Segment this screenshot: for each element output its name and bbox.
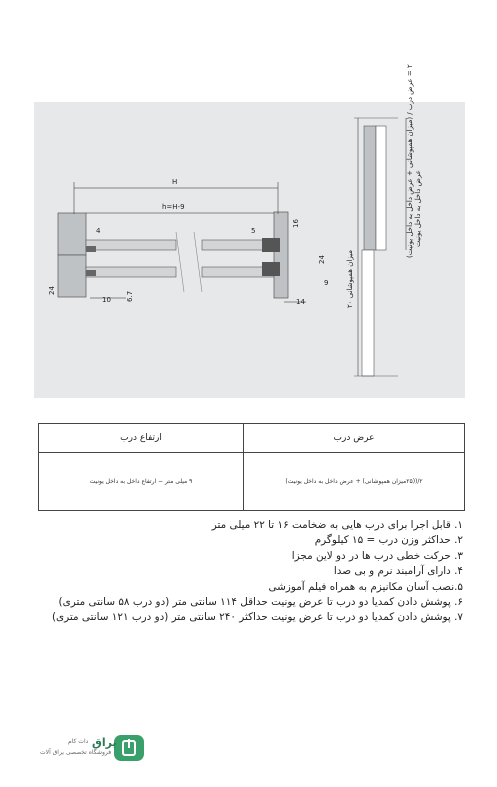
dim-5: 5 (251, 227, 256, 235)
list-item: ۳. حرکت خطی درب ها در دو لاین مجزا (291, 549, 463, 562)
door-dimension-table (38, 423, 465, 511)
top-track-left (86, 240, 176, 250)
left-runner-top (86, 246, 96, 252)
label-unit-width: عرض داخل به داخل یونیت (414, 170, 422, 247)
logo-brand: یراق (92, 736, 117, 749)
feature-list (23, 518, 463, 626)
door-left-elevation (364, 126, 376, 250)
drawer-dimension-drawing (34, 64, 465, 398)
dim-h: h=H-9 (162, 203, 185, 211)
technical-diagram (34, 64, 465, 398)
table-header-door-height: ارتفاع درب (39, 424, 243, 453)
logo-brand-suffix: دات کام (68, 738, 89, 745)
label-overlap: میزان همپوشانی ۲۰ (346, 249, 354, 308)
dim-24-right: 24 (318, 255, 326, 264)
dim-9: 9 (324, 279, 329, 287)
logo-tagline: فروشگاه تخصصی یراق آلات (40, 749, 112, 756)
right-panel (274, 212, 288, 298)
list-item: ۷. پوشش دادن کمدیا دو درب تا عرض یونیت حداکثر ۲۴۰ سانتی متر (دو درب ۱۲۱ سانتی متری) (51, 611, 463, 624)
left-panel-bottom (58, 255, 86, 297)
dim-24-left: 24 (48, 286, 56, 295)
dim-H: H (172, 178, 178, 186)
table-cell-door-height: ۹ میلی متر − ارتفاع داخل به داخل یونیت (89, 478, 193, 485)
dim-6-7: 6.7 (126, 290, 134, 302)
dim-4: 4 (96, 227, 101, 235)
dim-16: 16 (292, 219, 300, 228)
door-right-elevation (362, 250, 374, 376)
table-cell-door-width: ۲/((۲۵میزان همپوشانی) + عرض داخل به داخل یونیت) (285, 478, 423, 485)
left-panel-top (58, 213, 86, 255)
right-runner-bottom (262, 262, 280, 276)
right-runner-top (262, 238, 280, 252)
dim-14: 14 (296, 298, 305, 306)
list-item: ۵.نصب آسان مکانیزم به همراه فیلم آموزشی (268, 580, 463, 593)
label-door-width-formula: (میزان همپوشانی + عرض داخل به داخل یونیت) / ۲ = عرض درب (406, 64, 414, 258)
left-runner-bottom (86, 270, 96, 276)
logo-icon (114, 735, 144, 761)
list-item: ۱. قابل اجرا برای درب هایی به ضخامت ۱۶ تا ۲۲ میلی متر (211, 519, 463, 531)
list-item: ۶. پوشش دادن کمدیا دو درب تا عرض یونیت حداقل ۱۱۴ سانتی متر (دو درب ۵۸ سانتی متری) (58, 596, 463, 609)
logo (30, 733, 150, 763)
dim-10: 10 (102, 296, 111, 304)
table-header-door-width: عرض درب (244, 424, 464, 453)
bottom-track-left (86, 267, 176, 277)
list-item: ۲. حداکثر وزن درب = ۱۵ کیلوگرم (314, 534, 463, 547)
list-item: ۴. دارای آرامبند نرم و بی صدا (333, 565, 463, 578)
